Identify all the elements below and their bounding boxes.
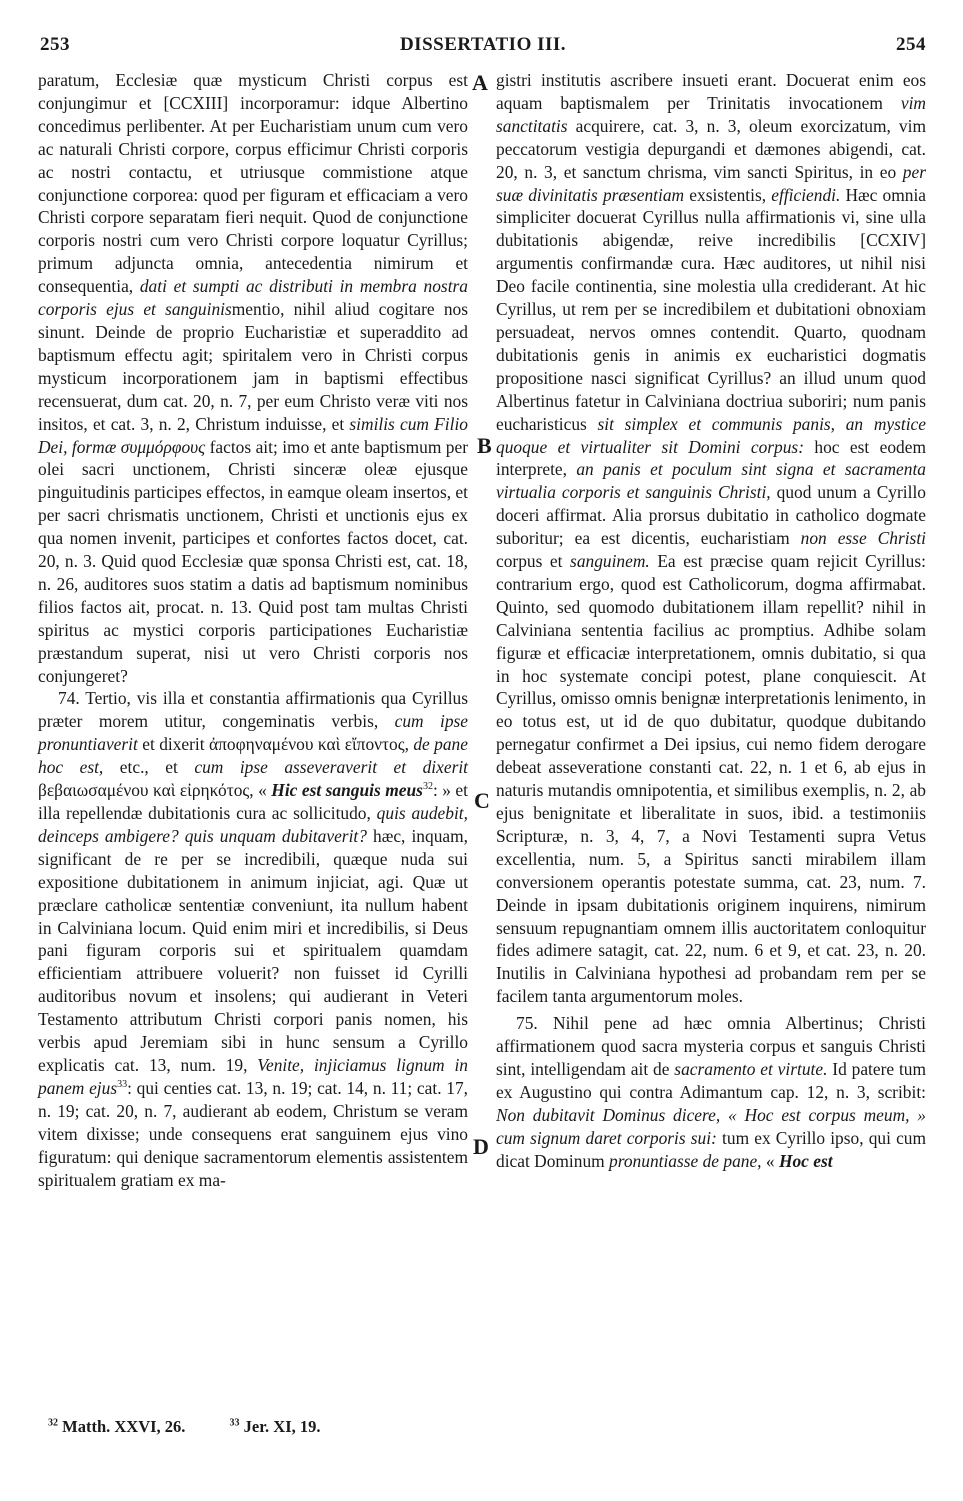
left-column — [38, 69, 468, 1191]
footnote-ref-32[interactable]: 32 — [422, 781, 433, 793]
paragraph: paratum, Ecclesiæ quæ mysticum Christi corpus est conjungimur et [CCXIII] incorporamur: idque Albertino concedimus perlibenter. At per Eucharistiam unum cum vero ac naturali Christi corpore, corpus efficimur Christi corporis ac nostri contactu, et utriusque commistione atque conjunctione corporea: quod per figuram et efficaciam a vero Christi corpore separatam fieri nequit. Quod de conjunctione corporis nostri cum vero Christi corpore loquatur Cyrillus; primum adjuncta omnia, antecedentia nimirum et consequentia, dati et sumpti ac distributi in membra nostra corporis ejus et sanguinismentio, nihil aliud cogitare nos sinunt. Deinde de proprio Eucharistiæ et superaddito ad baptismum effectu agit; spiritalem vero in Christi corpus mysticum incorporationem jam in baptismi effectibus recensuerat, dum cat. 20, n. 7, per eum Christo veræ viti nos insitos, et cat. 3, n. 2, Christum induisse, et similis cum Filio Dei, formæ συμμόρφους factos ait; imo et ante baptismum per olei sacri unctionem, Christi sinceræ oleæ ejusque pinguitudinis participes effectos, in eamque oleam insertos, et per sacri chrismatis unctionem, Christi et unctionis ejus ex qua nomen invenit, participes et confortes factos docet, cat. 20, n. 3. Quid quod Ecclesiæ quæ sponsa Christi est, cat. 18, n. 26, auditores suos statim a datis ad baptismum nominibus filios factos ait, procat. n. 13. Quid post tam multas Christi spiritus ac mystici corporis participationes Eucharistiæ præstandum superat, nisi ut vero Christi corporis nos conjungeret? — [38, 70, 468, 686]
footnote-33: $^{33}$ Jer. XI, 19. — [229, 1417, 321, 1436]
page-number-right: 254 — [896, 34, 926, 55]
footnotes — [48, 1417, 361, 1437]
margin-marker-a: A — [472, 70, 488, 95]
page-number-left: 253 — [40, 34, 70, 55]
footnote-32: $^{32}$ Matth. XXVI, 26. — [48, 1417, 186, 1436]
running-header — [40, 34, 926, 64]
margin-marker-b: B — [477, 433, 492, 458]
right-column — [496, 69, 926, 1173]
paragraph: gistri institutis ascribere insueti erant. Docuerat enim eos aquam baptismalem per Trinitatis invocationem vim sanctitatis acquirere, cat. 3, n. 3, oleum exorcizatum, vim peccatorum vestigia depurgandi et dæmones abigendi, cat. 20, n. 3, et sanctum chrisma, vim sancti Spiritus, in eo per suæ divinitatis præsentiam exsistentis, efficiendi. Hæc omnia simpliciter docuerat Cyrillus nulla affirmationis vi, sine ulla dubitationis abigendæ, reive incredibilis [CCXIV] argumentis confirmandæ cura. Hæc auditores, ut nihil nisi Deo facile continentia, sine molestia ulla crediderant. At hic Cyrillus, ut rem per se incredibilem et dubitationi obnoxiam persuadeat, nervos omnes contendit. Quarto, quodnam dubitationis genis in animis ex eucharistici dogmatis propositione nasci significat Cyrillus? an illud unum quod Albertinus fatetur in Calviniana doctriua suboriri; num panis eucharisticus sit simplex et communis panis, an mystice quoque et virtualiter sit Domini corpus: hoc est eodem interprete, an panis et poculum sint signa et sacramenta virtualia corporis et sanguinis Christi, quod unum a Cyrillo doceri affirmat. Alia prorsus dubitatio in catholico dogmate suboritur; ea est dicentis, eucharistiam non esse Christi corpus et sanguinem. Ea est præcise quam rejicit Cyrillus: contrarium ergo, quod est Catholicorum, dogma affirmabat. Quinto, sed quomodo dubitationem illam repellit? nihil in Calviniana sententia facilius ac promptius. Adhibe solam figuræ et efficaciæ interpretationem, omnis dubitatio, si qua in hoc systemate concipi potest, plane conquiescit. At Cyrillus, omisso omnis benignæ interpretationis lenimento, in eo totus est, ut id de quo dubitatur, quodque dubitando pernegatur confirmet a Dei ipsius, cui nemo fidem derogare debeat asseveratione constanti cat. 22, n. 1 et 6, ab ejus in naturis mutandis omnipotentia, et similibus exemplis, n. 2, ab ejus benignitate et liberalitate in suos, ibid. a testimoniis Scripturæ, n. 3, 4, 7, a Novi Testamenti supra Vetus excellentia, num. 5, a Spiritus sancti mirabilem illam conversionem operantis potestate summa, cat. 23, num. 7. Deinde in ipsam dubitationis originem inquirens, nimirum sensuum repugnantiam omnem illis auctoritatem conloquitur fides adimere satagit, cat. 22, num. 6 et 9, et cat. 23, n. 20. Inutilis in Calviniana hypothesi ad probandam rem per se facilem tanta argumentorum moles. — [496, 70, 927, 1007]
running-title: DISSERTATIO III. — [399, 34, 567, 55]
footnote-ref-33[interactable]: 33 — [117, 1079, 128, 1091]
paragraph-74: 74. Tertio, vis illa et constantia affirmationis qua Cyrillus præter morem utitur, congeminatis verbis, cum ipse pronuntiaverit et dixerit ἀποφηναμένου καὶ εἴποντος, de pane hoc est, etc., et cum ipse asseveraverit et dixerit βεβαιωσαμένου καὶ εἰρηκότος, « Hic est sanguis meus$^{32}$: » et illa repellendæ dubitationis cura ac sollicitudo, quis audebit, deinceps ambigere? quis unquam dubitaverit? hæc, inquam, significant de re per se incredibili, quæque nuda sui expositione dubitationem in animum injiciat, agi. Quæ ut præclare catholicæ sententiæ conveniunt, ita nullum habent in Calviniana locum. Quid enim miri et incredibilis, si Deus pani figuram corporis sui et spiritualem quamdam efficientiam attribuere voluerit? non fuisset id Cyrilli auditoribus novum et insolens; qui audierant in Veteri Testamento attributum Christi corpori panis nomen, his verbis apud Jeremiam sibi in hunc sensum a Cyrillo explicatis cat. 13, num. 19, Venite, injiciamus lignum in panem ejus$^{33}$: qui centies cat. 13, n. 19; cat. 14, n. 11; cat. 17, n. 19; cat. 20, n. 7, audierant ab eodem, Christum se veram vitem dixisse; unde consequens erat sanguinem ejus vino figuratum: qui denique sacramentorum elementis assistentem spiritualem gratiam ex ma- — [38, 688, 469, 1190]
paragraph-75: 75. Nihil pene ad hæc omnia Albertinus; Christi affirmationem quod sacra mysteria corpus et sanguis Christi sint, intelligendam ait de sacramento et virtute. Id patere tum ex Augustino qui contra Adimantum cap. 12, n. 3, scribit: Non dubitavit Dominus dicere, « Hoc est corpus meum, » cum signum daret corporis sui: tum ex Cyrillo ipso, qui cum dicat Dominum pronuntiasse de pane, « Hoc est — [496, 1013, 927, 1171]
margin-marker-c: C — [474, 788, 490, 813]
margin-marker-d: D — [473, 1134, 489, 1159]
